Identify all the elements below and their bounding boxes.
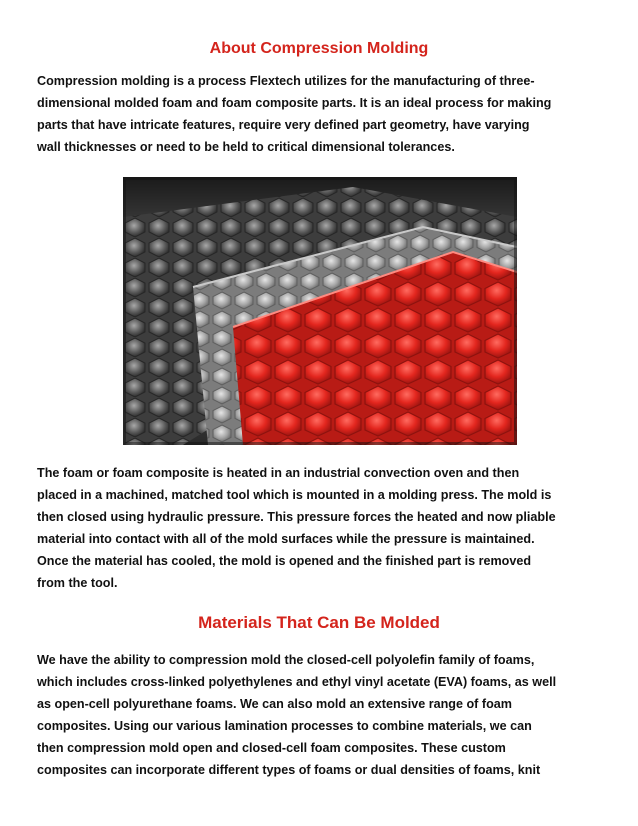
paragraph-line: which includes cross-linked polyethylenes and ethyl vinyl acetate (EVA) foams, as well <box>37 675 557 689</box>
materials-paragraph <box>37 649 603 781</box>
section-heading-materials: Materials That Can Be Molded <box>198 613 440 632</box>
molded-foam-photo <box>123 177 517 445</box>
paragraph-line: from the tool. <box>37 576 118 590</box>
paragraph-line: as open-cell polyurethane foams. We can also mold an extensive range of foam <box>37 697 512 711</box>
paragraph-line: then compression mold open and closed-cell foam composites. These custom <box>37 741 506 755</box>
intro-paragraph <box>37 70 603 158</box>
section-heading-about: About Compression Molding <box>209 40 429 57</box>
paragraph-line: material into contact with all of the mold surfaces while the pressure is maintained. <box>37 532 535 546</box>
paragraph-line: Once the material has cooled, the mold is opened and the finished part is removed <box>37 554 532 568</box>
paragraph-line: We have the ability to compression mold the closed-cell polyolefin family of foams, <box>37 653 535 667</box>
paragraph-line: parts that have intricate features, require very defined part geometry, have varying <box>37 118 530 132</box>
paragraph-line: placed in a machined, matched tool which is mounted in a molding press. The mold is <box>37 488 552 502</box>
paragraph-line: wall thicknesses or need to be held to critical dimensional tolerances. <box>37 140 455 154</box>
paragraph-line: dimensional molded foam and foam composite parts. It is an ideal process for making <box>37 96 552 110</box>
paragraph-line: composites. Using our various lamination processes to combine materials, we can <box>37 719 532 733</box>
process-paragraph <box>37 462 603 594</box>
paragraph-line: Compression molding is a process Flextech utilizes for the manufacturing of three- <box>37 74 535 88</box>
paragraph-line: composites can incorporate different types of foams or dual densities of foams, knit <box>37 763 541 777</box>
molded-foam-illustration <box>123 177 517 445</box>
paragraph-line: then closed using hydraulic pressure. This pressure forces the heated and now pliable <box>37 510 556 524</box>
paragraph-line: The foam or foam composite is heated in an industrial convection oven and then <box>37 466 520 480</box>
